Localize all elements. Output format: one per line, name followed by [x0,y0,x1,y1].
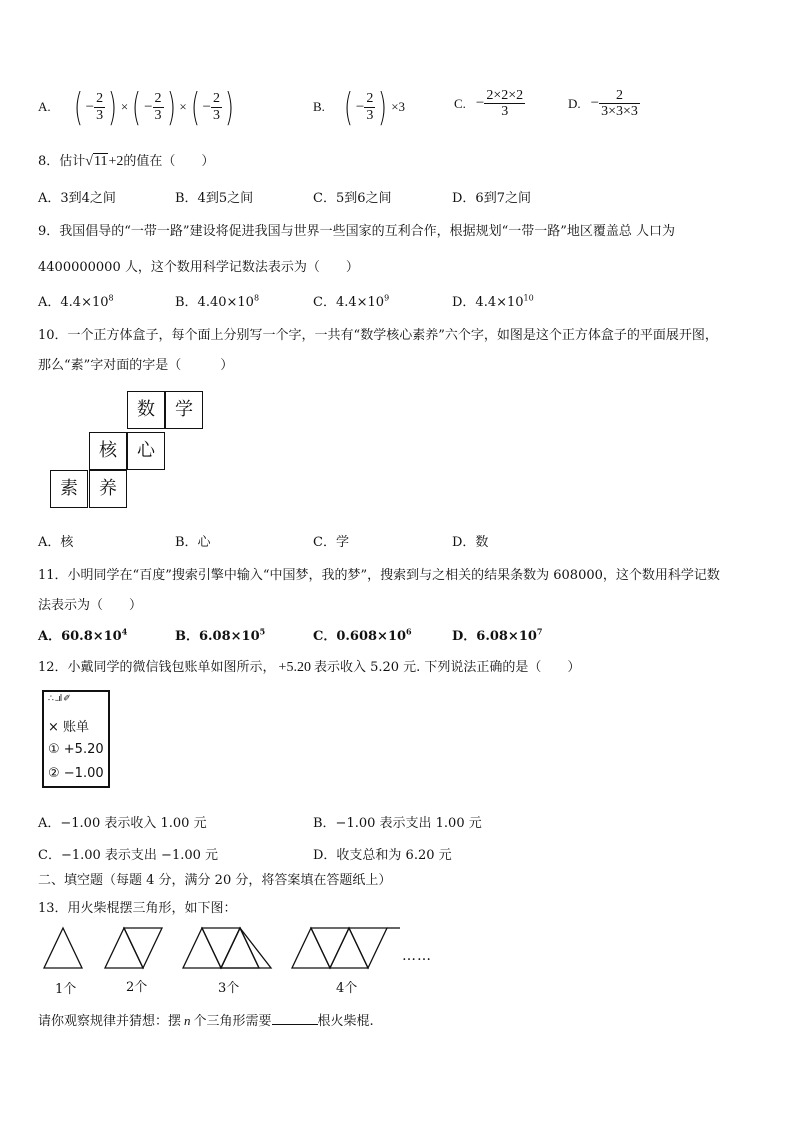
net-cell: 核 [89,432,127,470]
q7-option-d: D. − $\frac{2}{3\times 3\times 3}$ [568,88,638,120]
q8-option-d: D．6到7之间 [452,191,531,206]
triangle-group-2 [105,928,162,968]
triangle-group-1 [44,928,82,968]
bill-row-expense: ② −1.00 [48,766,104,781]
net-cell: 学 [165,391,203,429]
q7-option-b: B. ( − $\frac{2}{3}$ ) ×3 [313,85,406,129]
q9-stem-line1: 9．我国倡导的“一带一路”建设将促进我国与世界一些国家的互利合作，根据规划“一带一路”地区覆盖总 人口为 [38,224,675,239]
fraction: $\frac{2}{3}$ [366,91,374,123]
fraction: $\frac{2}{3}$ [96,91,104,123]
wallet-bill-figure [42,690,110,788]
q7-option-a: A. ( − $\frac{2}{3}$ ) × ( − $\frac{2}{3}$ ) × ( − $\frac{2}{3}$ ) [38,85,234,129]
q11-stem-line2: 法表示为（ ） [38,598,143,613]
caption-4: 4个 [336,981,358,996]
q11-option-b: B．$6.08\times 10^5$ [175,626,266,644]
net-cell: 心 [127,432,165,470]
matchstick-triangles-figure [0,920,794,1000]
q8-stem: 8．估计√11+2的值在（ ） [38,154,215,169]
section-heading: 二、填空题（每题 4 分，满分 20 分，将答案填在答题纸上） [38,873,392,888]
q8-option-a: A．3到4之间 [38,191,116,206]
q13-stem: 13．用火柴棍摆三角形，如下图： [38,901,237,916]
triangle-group-4 [292,928,400,968]
q9-stem-line2: 4400000000 人，这个数用科学记数法表示为（ ） [38,260,359,275]
q11-option-a: A．$60.8\times 10^4$ [38,626,128,644]
q9-option-d: D．$4.4\times 10^{10}$ [452,293,534,310]
q11-stem-line1: 11．小明同学在“百度”搜索引擎中输入“中国梦，我的梦”，搜索到与之相关的结果条数为 608000，这个数用科学记数 [38,568,720,583]
triangle-group-3 [183,928,271,968]
net-cell: 素 [50,470,88,508]
net-cell: 数 [127,391,165,429]
option-a-label: A. [38,99,51,114]
caption-1: 1个 [55,982,77,997]
answer-blank[interactable] [272,1012,318,1025]
bill-title: × 账单 [48,720,90,735]
option-b-label: B. [313,99,325,114]
q10-stem-line2: 那么“素”字对面的字是（ ） [38,358,234,373]
q12-option-c: C．−1.00 表示支出 −1.00 元 [38,848,219,863]
q11-option-d: D．$6.08\times 10^7$ [452,626,543,644]
fraction: $\frac{2}{3}$ [213,91,221,123]
q13-prompt: 请你观察规律并猜想：摆 n 个三角形需要 根火柴棍. [38,1013,374,1029]
q10-stem-line1: 10．一个正方体盒子，每个面上分别写一个字，一共有“数学核心素养”六个字，如图是这个正方体盒子的平面展开图， [38,328,718,343]
fraction: $\frac{2}{3\times 3\times 3}$ [601,88,638,120]
q12-option-d: D．收支总和为 6.20 元 [313,848,452,863]
fraction: $\frac{2\times 2\times 2}{3}$ [486,88,524,120]
sqrt-expression: √11 [85,154,108,169]
option-c-label: C. [454,95,466,111]
fraction: $\frac{2}{3}$ [154,91,162,123]
q12-stem: 12．小戴同学的微信钱包账单如图所示， +5.20 表示收入 5.20 元. 下列说法正确的是（ ） [38,660,581,675]
option-d-label: D. [568,95,581,111]
q9-option-b: B．$4.40\times 10^8$ [175,293,260,310]
q11-option-c: C．$0.608\times 10^6$ [313,626,412,644]
status-bar: ∴ ..ıl ✐ [48,694,70,704]
q10-option-b: B．心 [175,535,211,550]
q10-option-c: C．学 [313,535,349,550]
q10-option-a: A．核 [38,535,74,550]
caption-2: 2个 [126,980,148,995]
q10-option-d: D．数 [452,535,489,550]
bill-row-income: ① +5.20 [48,742,104,757]
caption-3: 3个 [218,981,240,996]
q12-option-b: B．−1.00 表示支出 1.00 元 [313,816,482,831]
q8-option-b: B．4到5之间 [175,191,254,206]
net-cell: 养 [89,470,127,508]
q9-option-c: C．$4.4\times 10^9$ [313,293,390,310]
q9-option-a: A．$4.4\times 10^8$ [38,293,114,310]
q8-option-c: C．5到6之间 [313,191,392,206]
q12-option-a: A．−1.00 表示收入 1.00 元 [38,816,207,831]
ellipsis: …… [402,948,432,964]
q7-option-c: C. − $\frac{2\times 2\times 2}{3}$ [454,88,524,120]
